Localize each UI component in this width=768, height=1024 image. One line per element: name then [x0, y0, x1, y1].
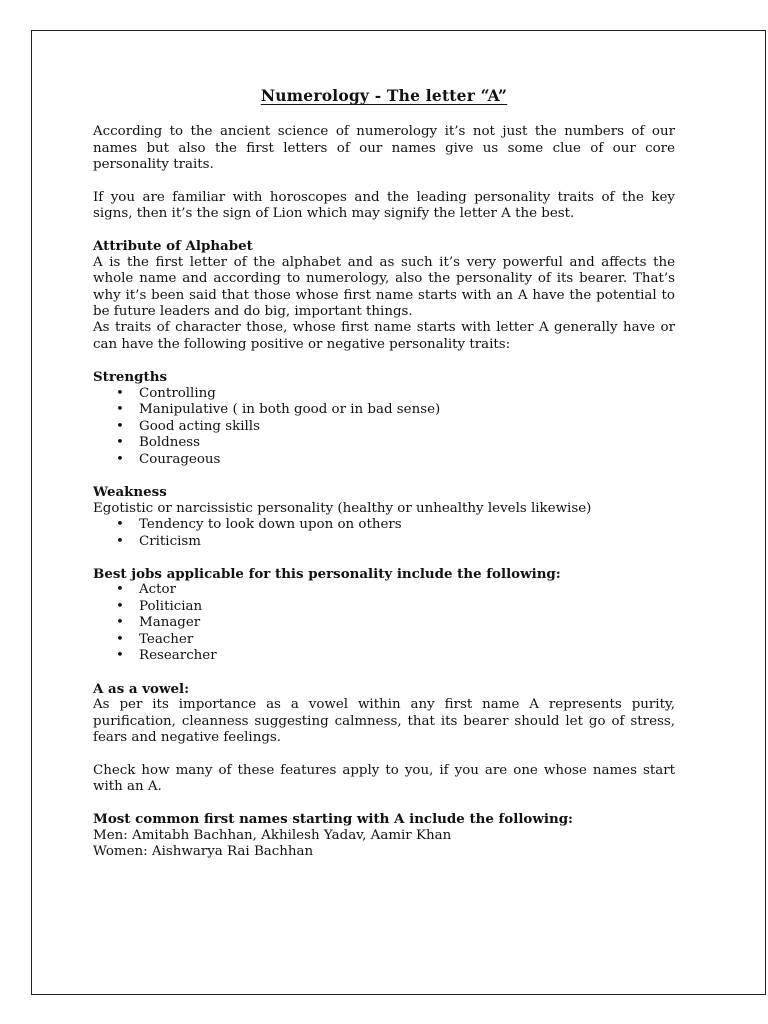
document-body [93, 88, 675, 861]
page-title: Numerology - The letter “A” [260, 86, 508, 105]
attribute-paragraph-2: As traits of character those, whose first name starts with letter A generally have or can have the following positive or negative personality traits: [93, 320, 675, 352]
list-item: • Researcher [139, 648, 675, 665]
strengths-heading: Strengths [93, 369, 167, 386]
list-item: • Controlling [139, 386, 675, 403]
weakness-line: Egotistic or narcissistic personality (healthy or unhealthy levels likewise) [93, 500, 592, 516]
list-item: • Manager [139, 615, 675, 632]
list-item: • Criticism [139, 534, 675, 551]
list-item: • Courageous [139, 452, 675, 469]
names-heading: Most common first names starting with A include the following: [93, 811, 574, 828]
list-item: • Good acting skills [139, 419, 675, 436]
list-item: • Tendency to look down upon on others [139, 517, 675, 534]
list-item: • Actor [139, 582, 675, 599]
weakness-heading: Weakness [93, 484, 167, 501]
list-item: • Politician [139, 599, 675, 616]
list-item: • Teacher [139, 632, 675, 649]
list-item: • Boldness [139, 435, 675, 452]
intro-paragraph-1: According to the ancient science of numerology it’s not just the numbers of our names but also the first letters of our names give us some clue of our core personality traits. [93, 124, 675, 173]
strengths-list [93, 386, 675, 469]
names-women: Women: Aishwarya Rai Bachhan [93, 844, 314, 860]
jobs-heading: Best jobs applicable for this personality include the following: [93, 566, 561, 582]
list-item: • Manipulative ( in both good or in bad sense) [139, 402, 675, 419]
names-men: Men: Amitabh Bachhan, Akhilesh Yadav, Aamir Khan [93, 827, 452, 843]
vowel-paragraph: As per its importance as a vowel within any first name A represents purity, purification, cleanness suggesting calmness, that its bearer should let go of stress, fears and negative feelings. [93, 697, 675, 746]
attribute-heading: Attribute of Alphabet [93, 238, 253, 255]
weakness-list [93, 517, 675, 550]
vowel-heading: A as a vowel: [93, 680, 190, 697]
jobs-list [93, 582, 675, 665]
check-paragraph: Check how many of these features apply to you, if you are one whose names start with an A. [93, 762, 675, 794]
intro-paragraph-2: If you are familiar with horoscopes and the leading personality traits of the key signs, then it’s the sign of Lion which may signify the letter A the best. [93, 189, 675, 222]
attribute-paragraph-1: A is the first letter of the alphabet and as such it’s very powerful and affects the whole name and according to numerology, also the personality of its bearer. That’s why it’s been said that those whose first name starts with an A have the potential to be future leaders and do big, important things. [93, 254, 675, 320]
